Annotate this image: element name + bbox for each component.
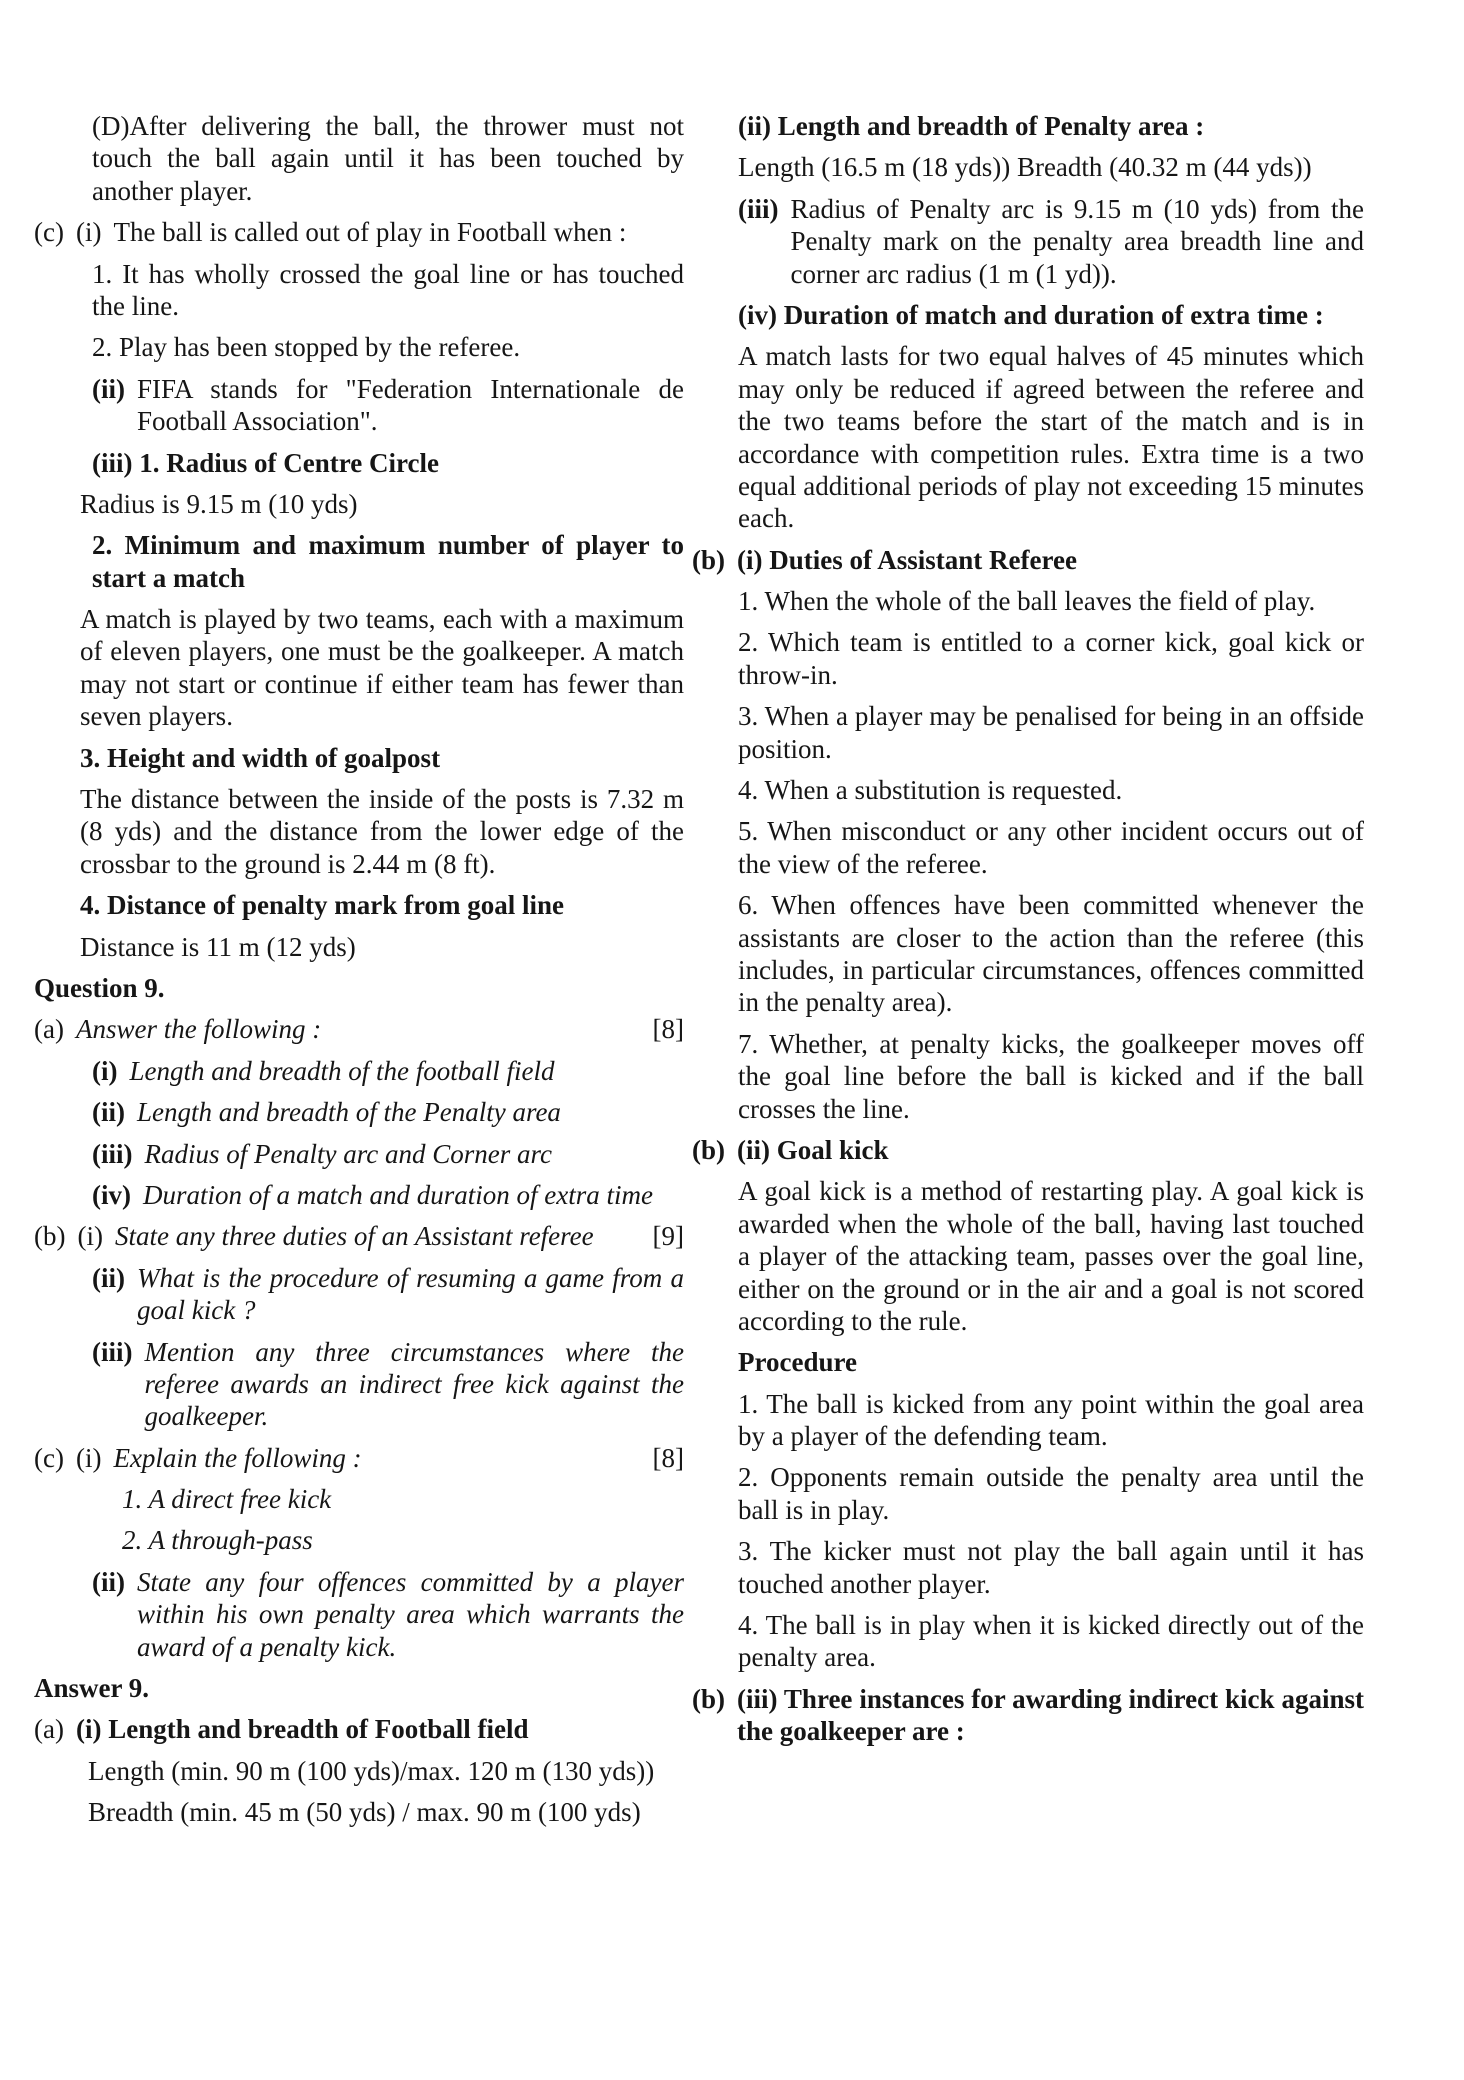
- item-label: (iii): [738, 193, 779, 224]
- heading-penalty-mark: 4. Distance of penalty mark from goal line: [80, 890, 564, 921]
- list-item: 1. The ball is kicked from any point within the goal area by a player of the defending team.: [738, 1388, 1364, 1452]
- field-length: Length (min. 90 m (100 yds)/max. 120 m (130 yds)): [88, 1755, 655, 1786]
- section-label: (c): [34, 1442, 64, 1473]
- list-item: 2. Which team is entitled to a corner kick, goal kick or throw-in.: [738, 627, 1364, 690]
- list-item: 3. The kicker must not play the ball again until it has touched another player.: [738, 1536, 1364, 1599]
- centre-circle-text: Radius is 9.15 m (10 yds): [80, 488, 358, 519]
- question-9a-item: [92, 1055, 684, 1087]
- throw-in-rule-d: (D)After delivering the ball, the thrower must not touch the ball again until it has been touched by another player.: [92, 111, 684, 206]
- marks: [8]: [652, 1014, 684, 1045]
- item-label: (i): [75, 217, 102, 248]
- section-label: (a): [34, 1714, 64, 1745]
- item-label: (ii): [92, 373, 125, 404]
- list-item: 7. Whether, at penalty kicks, the goalkeeper moves off the goal line before the ball is kicked and if the ball crosses the line.: [738, 1028, 1364, 1124]
- list-item: 1. It has wholly crossed the goal line or has touched the line.: [92, 258, 684, 321]
- question-9a: [34, 1013, 684, 1045]
- question-9a-item: [92, 1096, 684, 1128]
- item-text: Radius of Penalty arc and Corner arc: [144, 1138, 552, 1169]
- penalty-area-text: Length (16.5 m (18 yds)) Breadth (40.32 m (44 yds)): [738, 152, 1312, 183]
- item-label: (iii): [92, 1336, 133, 1367]
- heading-goalpost: 3. Height and width of goalpost: [80, 742, 441, 773]
- item-heading: (i) Length and breadth of Football field: [75, 1714, 529, 1745]
- answer-b-ii: [692, 1134, 1364, 1166]
- list-item: 2. Opponents remain outside the penalty area until the ball is in play.: [738, 1462, 1364, 1525]
- answer-c-i: [34, 216, 684, 248]
- left-column: [34, 110, 684, 1838]
- list-item: 5. When misconduct or any other incident occurs out of the view of the referee.: [738, 816, 1364, 879]
- question-9a-item: [92, 1179, 684, 1211]
- item-label: (ii): [92, 1097, 125, 1128]
- item-text: Explain the following :: [113, 1442, 362, 1473]
- item-text: Length and breadth of the football field: [129, 1055, 555, 1086]
- players-text: A match is played by two teams, each with a maximum of eleven players, one must be the goalkeeper. A match may not start or continue if either team has fewer than seven players.: [80, 604, 684, 732]
- question-9a-item: [92, 1138, 684, 1170]
- question-title: Question 9.: [34, 972, 165, 1003]
- goalpost-text: The distance between the inside of the posts is 7.32 m (8 yds) and the distance from the lower edge of the crossbar to the ground is 2.44 m (8 ft).: [80, 784, 684, 879]
- heading-players: 2. Minimum and maximum number of player to start a match: [92, 530, 684, 593]
- section-label: (b): [34, 1221, 66, 1252]
- answer-b-i: [692, 544, 1364, 576]
- marks: [8]: [652, 1442, 684, 1473]
- question-9b-i: [34, 1220, 684, 1252]
- section-label: (b): [692, 544, 725, 575]
- list-item: 3. When a player may be penalised for being in an offside position.: [738, 701, 1364, 764]
- list-item: 2. A through-pass: [122, 1525, 313, 1556]
- list-item: 1. A direct free kick: [122, 1484, 332, 1515]
- item-label: (i): [92, 1055, 118, 1086]
- section-label: (c): [34, 217, 64, 248]
- item-text: The ball is called out of play in Football when :: [113, 217, 627, 248]
- item-label: (i): [77, 1221, 103, 1252]
- section-label: (a): [34, 1014, 64, 1045]
- right-column: [692, 110, 1364, 1757]
- item-text: State any three duties of an Assistant referee: [114, 1221, 594, 1252]
- heading-centre-circle: (iii) 1. Radius of Centre Circle: [92, 447, 439, 478]
- answer-title: Answer 9.: [34, 1673, 150, 1704]
- procedure-heading: Procedure: [738, 1347, 857, 1378]
- answer-c-ii: [92, 373, 684, 438]
- heading-duration: (iv) Duration of match and duration of extra time :: [738, 299, 1324, 330]
- item-text: Duration of a match and duration of extra time: [142, 1179, 653, 1210]
- list-item: 4. The ball is in play when it is kicked directly out of the penalty area.: [738, 1610, 1364, 1673]
- goal-kick-text: A goal kick is a method of restarting play. A goal kick is awarded when the whole of the ball, having last touched a player of the attacking team, passes over the goal line, either on the ground or in the air and a goal is not scored according to the rule.: [738, 1176, 1364, 1336]
- item-text: Mention any three circumstances where the referee awards an indirect free kick against the goalkeeper.: [144, 1336, 684, 1432]
- item-heading: (ii) Goal kick: [737, 1134, 889, 1165]
- question-9c-i: [34, 1442, 684, 1474]
- question-9c-ii: [92, 1566, 684, 1663]
- list-item: 1. When the whole of the ball leaves the field of play.: [738, 586, 1316, 617]
- item-label: (iii): [92, 1138, 133, 1169]
- question-9b-iii: [92, 1336, 684, 1433]
- item-text: Length and breadth of the Penalty area: [137, 1097, 561, 1128]
- section-label: (b): [692, 1134, 725, 1165]
- item-text: FIFA stands for "Federation Internationale de Football Association".: [137, 373, 684, 437]
- marks: [9]: [652, 1221, 684, 1252]
- item-text: What is the procedure of resuming a game from a goal kick ?: [137, 1262, 684, 1326]
- list-item: 6. When offences have been committed whenever the assistants are closer to the action than the referee (this includes, in particular circumstances, offences committed in the penalty area).: [738, 890, 1364, 1018]
- duration-text: A match lasts for two equal halves of 45 minutes which may only be reduced if agreed between the referee and the two teams before the start of the match and is in accordance with competition rules. Extra time is a two equal additional periods of play not exceeding 15 minutes each.: [738, 341, 1364, 534]
- list-item: 2. Play has been stopped by the referee.: [92, 332, 521, 363]
- answer-9a-i: [34, 1713, 684, 1745]
- item-label: (i): [75, 1442, 102, 1473]
- answer-iii: [738, 193, 1364, 290]
- answer-b-iii: [692, 1683, 1364, 1748]
- item-label: (ii): [92, 1262, 125, 1293]
- question-9b-ii: [92, 1262, 684, 1327]
- item-text: Answer the following :: [75, 1014, 322, 1045]
- item-heading: (i) Duties of Assistant Referee: [737, 544, 1077, 575]
- section-label: (b): [692, 1683, 725, 1714]
- list-item: 4. When a substitution is requested.: [738, 775, 1123, 806]
- heading-penalty-area: (ii) Length and breadth of Penalty area :: [738, 111, 1205, 141]
- field-breadth: Breadth (min. 45 m (50 yds) / max. 90 m (100 yds): [88, 1797, 641, 1828]
- item-label: (ii): [92, 1566, 125, 1597]
- penalty-mark-text: Distance is 11 m (12 yds): [80, 931, 356, 962]
- item-text: State any four offences committed by a player within his own penalty area which warrants the award of a penalty kick.: [137, 1566, 684, 1662]
- item-heading: (iii) Three instances for awarding indirect kick against the goalkeeper are :: [737, 1683, 1364, 1747]
- item-label: (iv): [92, 1179, 131, 1210]
- item-text: Radius of Penalty arc is 9.15 m (10 yds) from the Penalty mark on the penalty area breadth line and corner arc radius (1 m (1 yd)).: [790, 193, 1364, 289]
